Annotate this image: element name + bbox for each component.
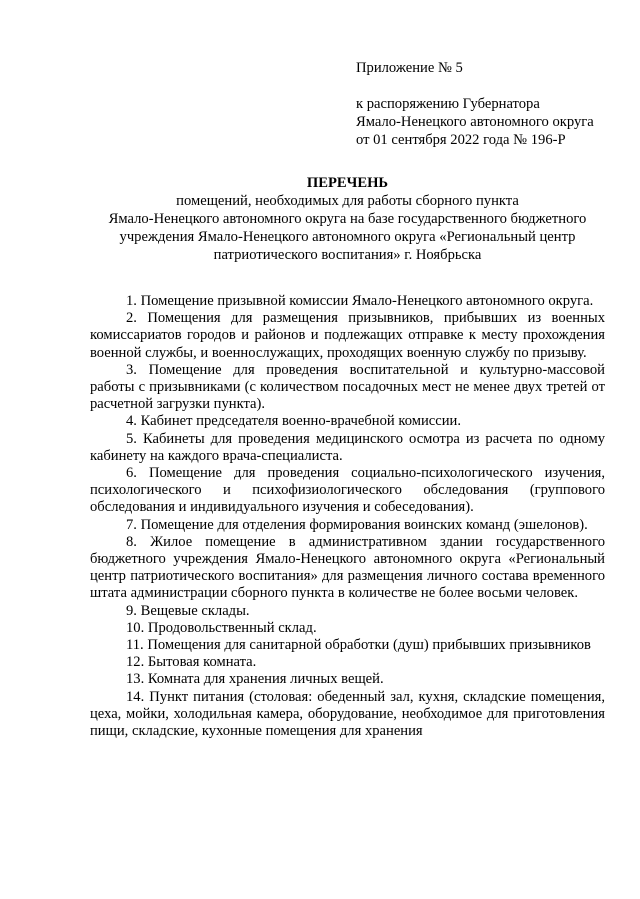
list-item: [90, 637, 605, 654]
list-item-text: Помещения для размещения призывников, прибывших из военных комиссариатов городов и районов и подлежащих отправке к месту прохождения военной службы, и военнослужащих, проходящих военную службу по призыву.: [90, 310, 605, 361]
list-item-text: Помещение для проведения воспитательной и культурно-массовой работы с призывниками (с количеством посадочных мест не менее двух третей от расчетной загрузки пункта).: [90, 361, 605, 413]
list-item-text: Кабинет председателя военно-врачебной комиссии.: [140, 413, 462, 430]
document-title: ПЕРЕЧЕНЬ: [306, 175, 389, 191]
list-item: [90, 517, 605, 534]
list-item-number: 10.: [126, 619, 145, 636]
list-item-number: 3.: [126, 361, 137, 378]
list-item: [90, 654, 605, 671]
list-item-number: 8.: [126, 533, 137, 550]
title-subtitle-line-3: учреждения Ямало-Ненецкого автономного округа «Региональный центр: [119, 229, 576, 245]
list-item-text: Помещение для отделения формирования воинских команд (эшелонов).: [140, 516, 588, 533]
list-item: [90, 689, 605, 741]
list-item-text: Комната для хранения личных вещей.: [147, 671, 384, 688]
title-subtitle-line-4: патриотического воспитания» г. Ноябрьска: [213, 247, 482, 263]
list-item-number: 4.: [126, 413, 137, 430]
list-item-number: 1.: [126, 293, 137, 309]
list-item: [90, 534, 605, 603]
list-item-text: Бытовая комната.: [147, 654, 257, 671]
title-subtitle-line-2: Ямало-Ненецкого автономного округа на базе государственного бюджетного: [108, 211, 587, 227]
title-subtitle-line-1: помещений, необходимых для работы сборного пункта: [176, 193, 519, 209]
list-item-text: Вещевые склады.: [140, 602, 250, 619]
list-item: [90, 620, 605, 637]
list-item-text: Жилое помещение в административном здании государственного бюджетного учреждения Ямало-Ненецкого автономного округа «Региональный центр патриотического воспитания» для размещения личного состава временного штата администрации сборного пункта в количестве не более восьми человек.: [90, 533, 605, 602]
list-item: [90, 413, 605, 430]
appendix-date-line: от 01 сентября 2022 года № 196-Р: [356, 132, 566, 148]
premises-list: [90, 293, 605, 740]
list-item-number: 5.: [126, 430, 137, 447]
list-item-number: 12.: [126, 654, 145, 671]
list-item-text: Пункт питания (столовая: обеденный зал, кухня, складские помещения, цеха, мойки, холодильная камера, оборудование, необходимое для приготовления пищи, складские, кухонные помещения для хранения: [90, 688, 605, 740]
appendix-region-line: Ямало-Ненецкого автономного округа: [356, 114, 594, 130]
list-item-text: Помещение призывной комиссии Ямало-Ненецкого автономного округа.: [140, 293, 594, 309]
list-item-number: 9.: [126, 602, 137, 619]
list-item-text: Кабинеты для проведения медицинского осмотра из расчета по одному кабинету на каждого врача-специалиста.: [90, 430, 605, 464]
list-item-number: 14.: [126, 688, 145, 705]
list-item-number: 13.: [126, 671, 145, 688]
list-item-text: Помещение для проведения социально-психологического изучения, психологического и психофизиологического обследования (группового обследования и индивидуального изучения и собеседования).: [90, 465, 605, 516]
list-item: [90, 362, 605, 414]
list-item: [90, 603, 605, 620]
list-item-number: 11.: [126, 637, 144, 654]
appendix-block: [356, 59, 626, 149]
appendix-number: Приложение № 5: [356, 60, 463, 76]
list-item: [90, 465, 605, 517]
title-block: [90, 174, 605, 264]
list-item: [90, 671, 605, 688]
list-item: [90, 310, 605, 362]
list-item: [90, 293, 605, 310]
list-item-text: Продовольственный склад.: [147, 619, 317, 636]
list-item-number: 2.: [126, 310, 137, 327]
appendix-order-line: к распоряжению Губернатора: [356, 96, 540, 112]
list-item-number: 6.: [126, 465, 137, 482]
list-item: [90, 431, 605, 465]
list-item-text: Помещения для санитарной обработки (душ) прибывших призывников: [147, 637, 591, 654]
list-item-number: 7.: [126, 516, 137, 533]
